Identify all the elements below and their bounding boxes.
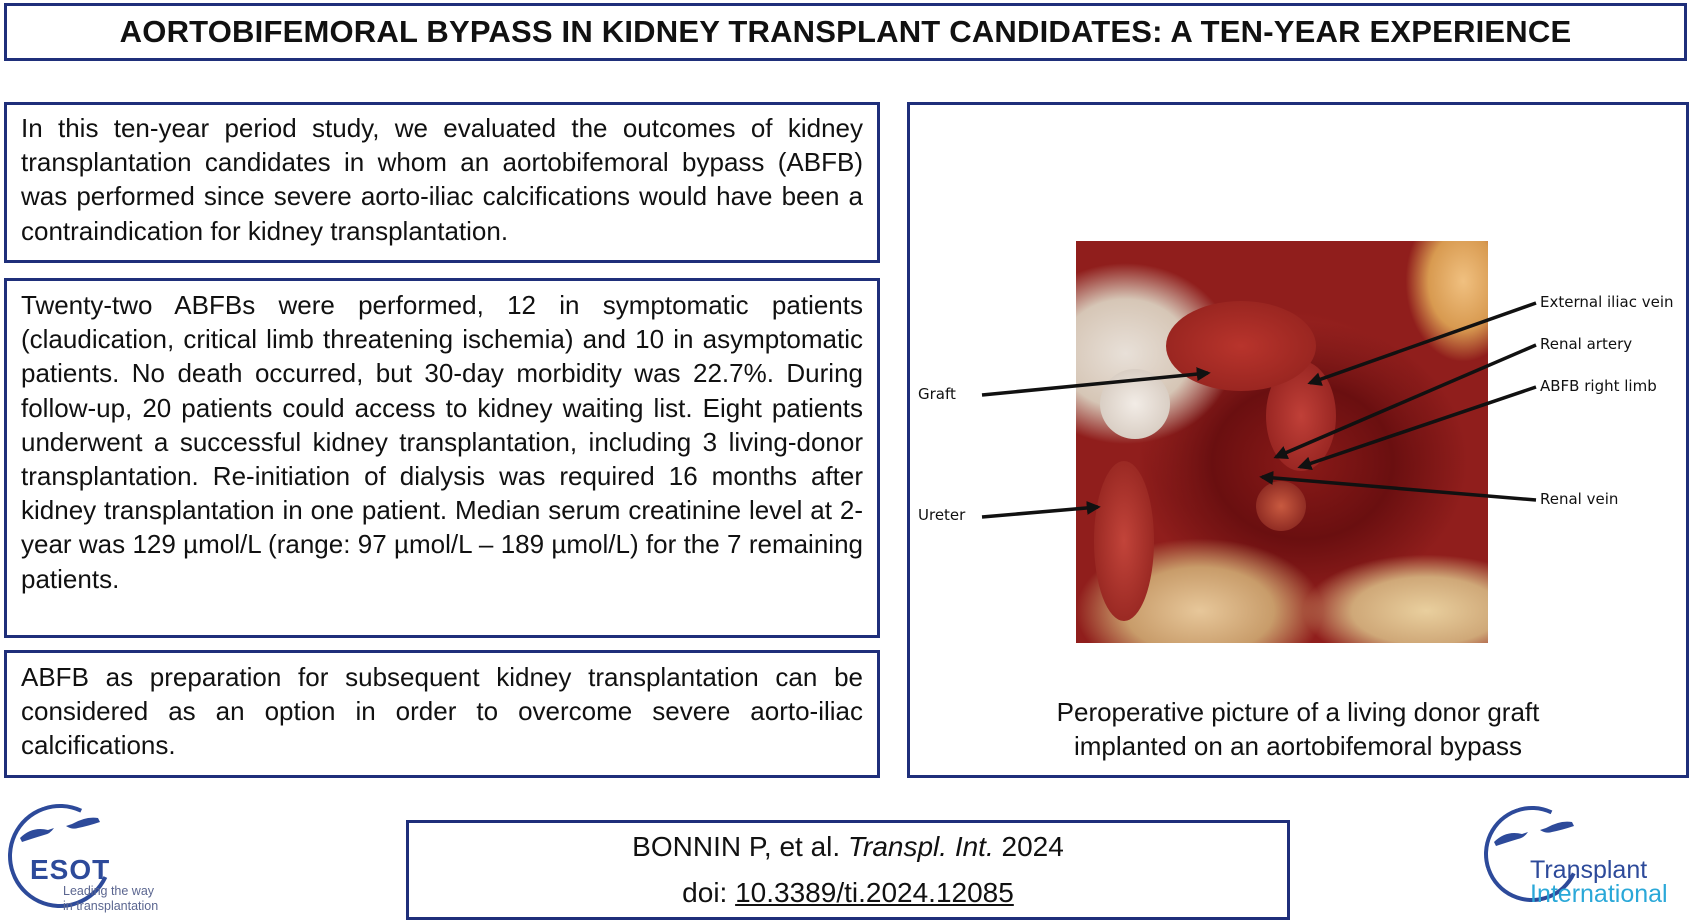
citation-box: [406, 820, 1290, 920]
figure-caption: [930, 695, 1666, 763]
ti-name-2: International: [1530, 880, 1668, 908]
figure-box: [907, 102, 1689, 778]
citation-line: [632, 824, 1064, 870]
citation-authors: BONNIN P, et al.: [632, 831, 841, 862]
label-abfb-right-limb: ABFB right limb: [1540, 377, 1657, 395]
ti-name-1: Transplant: [1530, 856, 1648, 884]
hands-icon: [14, 808, 104, 848]
citation-year: 2024: [1001, 831, 1064, 862]
results-text: Twenty-two ABFBs were performed, 12 in symptomatic patients (claudication, critical limb threatening ischemia) and 10 in asymptomatic patients. No death occurred, but 30-day morbidity was 22.7%. During follow-up, 20 patients could access to kidney waiting list. Eight patients underwent a successful kidney transplantation, including 3 living-donor transplantation. Re-initiation of dialysis was required 16 months after kidney transplantation in one patient. Median serum creatinine level at 2-year was 129 µmol/L (range: 97 µmol/L – 189 µmol/L) for the 7 remaining patients.: [21, 290, 863, 594]
results-box: [4, 278, 880, 638]
ureter-arrow: [982, 507, 1098, 517]
doi-link[interactable]: 10.3389/ti.2024.12085: [735, 877, 1014, 908]
esot-tagline-1: Leading the way: [63, 884, 155, 898]
intro-text: In this ten-year period study, we evaluated the outcomes of kidney transplantation candidates in whom an aortobifemoral bypass (ABFB) was performed since severe aorto-iliac calcifications would have been a contraindication for kidney transplantation.: [21, 113, 863, 246]
label-ureter: Ureter: [918, 506, 966, 524]
label-renal-artery: Renal artery: [1540, 335, 1633, 353]
esot-logo: [8, 802, 178, 914]
transplant-international-logo: [1484, 806, 1694, 916]
graft-arrow: [982, 373, 1208, 395]
annotation-arrows: [910, 105, 1692, 781]
label-graft: Graft: [918, 385, 956, 403]
ti-hands-icon: [1490, 812, 1580, 852]
label-external-iliac-vein: External iliac vein: [1540, 293, 1674, 311]
renal-vein-arrow: [1262, 477, 1536, 500]
doi-prefix: doi:: [682, 877, 728, 908]
page-title: AORTOBIFEMORAL BYPASS IN KIDNEY TRANSPLANT CANDIDATES: A TEN-YEAR EXPERIENCE: [119, 14, 1572, 49]
external-iliac-vein-arrow: [1310, 303, 1536, 383]
conclusion-box: [4, 650, 880, 778]
esot-name: ESOT: [30, 854, 111, 885]
label-renal-vein: Renal vein: [1540, 490, 1619, 508]
title-box: [4, 3, 1687, 61]
citation-journal: Transpl. Int.: [847, 831, 994, 862]
intro-box: [4, 102, 880, 263]
caption-line-2: implanted on an aortobifemoral bypass: [1073, 731, 1523, 761]
conclusion-text: ABFB as preparation for subsequent kidney transplantation can be considered as an option in order to overcome severe aorto-iliac calcifications.: [21, 662, 863, 761]
esot-tagline-2: in transplantation: [63, 899, 159, 913]
esot-tagline: [63, 884, 158, 914]
doi-line: [682, 870, 1014, 916]
abfb-right-limb-arrow: [1300, 387, 1536, 467]
caption-line-1: Peroperative picture of a living donor graft: [1056, 697, 1540, 727]
